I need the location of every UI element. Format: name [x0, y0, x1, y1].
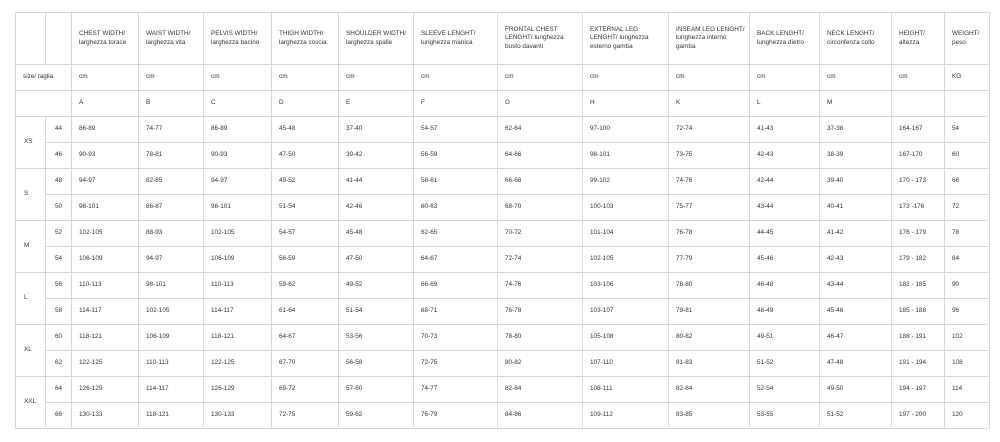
measurement-cell: 98-101 [72, 195, 139, 221]
measurement-cell: 102-105 [583, 247, 669, 273]
header-weight: WEIGHT/ peso [945, 13, 990, 65]
size-number-cell: 46 [46, 143, 72, 169]
measurement-cell: 130-133 [204, 403, 272, 429]
size-label: size/ taglia [16, 65, 72, 91]
letters-spacer [16, 91, 72, 117]
header-row [16, 13, 990, 65]
size-row [16, 195, 990, 221]
measurement-cell: 122-125 [204, 351, 272, 377]
units-row [16, 65, 990, 91]
measurement-cell: 102-105 [204, 221, 272, 247]
measurement-cell: 49-51 [750, 325, 820, 351]
unit-cell: cm [272, 65, 339, 91]
measurement-cell: 88-93 [139, 221, 204, 247]
measurement-cell: 39-42 [339, 143, 414, 169]
letter-cell: B [139, 91, 204, 117]
measurement-cell: 109-112 [583, 403, 669, 429]
measurement-cell: 47-48 [820, 351, 892, 377]
measurement-cell: 74-76 [669, 169, 750, 195]
measurement-cell: 40-41 [820, 195, 892, 221]
measurement-cell: 90-93 [204, 143, 272, 169]
unit-cell: cm [414, 65, 498, 91]
unit-cell: cm [339, 65, 414, 91]
measurement-cell: 81-83 [669, 351, 750, 377]
measurement-cell: 54-57 [272, 221, 339, 247]
measurement-cell: 108 [945, 351, 990, 377]
measurement-cell: 72-75 [414, 351, 498, 377]
measurement-cell: 130-133 [72, 403, 139, 429]
measurement-cell: 80-82 [669, 325, 750, 351]
letter-cell: E [339, 91, 414, 117]
letter-cell: A [72, 91, 139, 117]
header-pelvis-width: PELVIS WIDTH/ larghezza bacino [204, 13, 272, 65]
measurement-cell: 42-44 [750, 169, 820, 195]
size-label-cell: L [16, 273, 46, 325]
measurement-cell: 42-43 [820, 247, 892, 273]
measurement-cell: 179 - 182 [892, 247, 945, 273]
measurement-cell: 70-73 [414, 325, 498, 351]
measurement-cell: 82-85 [139, 169, 204, 195]
unit-cell: cm [892, 65, 945, 91]
measurement-cell: 106-109 [72, 247, 139, 273]
measurement-cell: 94-97 [139, 247, 204, 273]
size-row [16, 273, 990, 299]
header-sleeve-length: SLEEVE LENGHT/ lunghezza manica [414, 13, 498, 65]
measurement-cell: 74-76 [498, 273, 583, 299]
measurement-cell: 56-58 [339, 351, 414, 377]
unit-cell: cm [669, 65, 750, 91]
measurement-cell: 94-97 [204, 169, 272, 195]
unit-cell: cm [750, 65, 820, 91]
measurement-cell: 74-77 [139, 117, 204, 143]
measurement-cell: 188 - 191 [892, 325, 945, 351]
size-number-cell: 64 [46, 377, 72, 403]
measurement-cell: 45-46 [750, 247, 820, 273]
measurement-cell: 182 - 185 [892, 273, 945, 299]
measurement-cell: 101-104 [583, 221, 669, 247]
measurement-cell: 67-70 [272, 351, 339, 377]
measurement-cell: 126-129 [72, 377, 139, 403]
measurement-cell: 76-78 [669, 221, 750, 247]
measurement-cell: 79-81 [669, 299, 750, 325]
unit-cell: cm [72, 65, 139, 91]
measurement-cell: 120 [945, 403, 990, 429]
measurement-cell: 84 [945, 247, 990, 273]
measurement-cell: 114-117 [72, 299, 139, 325]
measurement-cell: 82-84 [498, 377, 583, 403]
measurement-cell: 51-52 [750, 351, 820, 377]
header-thigh-width: THIGH WIDTH/ larghezza coscia [272, 13, 339, 65]
size-chart-table [15, 12, 990, 429]
measurement-cell: 107-110 [583, 351, 669, 377]
measurement-cell: 60 [945, 143, 990, 169]
size-number-cell: 58 [46, 299, 72, 325]
measurement-cell: 99-102 [583, 169, 669, 195]
measurement-cell: 52-54 [750, 377, 820, 403]
measurement-cell: 78-81 [139, 143, 204, 169]
measurement-cell: 84-86 [498, 403, 583, 429]
measurement-cell: 42-43 [750, 143, 820, 169]
measurement-cell: 98-101 [583, 143, 669, 169]
measurement-cell: 108-111 [583, 377, 669, 403]
letter-cell: K [669, 91, 750, 117]
header-frontal-chest-length: FRONTAL CHEST LENGHT/ lunghezza busto davanti [498, 13, 583, 65]
measurement-cell: 41-42 [820, 221, 892, 247]
measurement-cell: 43-44 [820, 273, 892, 299]
measurement-cell: 41-43 [750, 117, 820, 143]
measurement-cell: 69-72 [272, 377, 339, 403]
measurement-cell: 37-40 [339, 117, 414, 143]
measurement-cell: 167-170 [892, 143, 945, 169]
measurement-cell: 62-64 [498, 117, 583, 143]
measurement-cell: 51-54 [339, 299, 414, 325]
measurement-cell: 49-50 [820, 377, 892, 403]
letter-cell: H [583, 91, 669, 117]
measurement-cell: 68-70 [498, 195, 583, 221]
measurement-cell: 110-113 [72, 273, 139, 299]
letter-cell [945, 91, 990, 117]
measurement-cell: 60-63 [414, 195, 498, 221]
size-number-cell: 44 [46, 117, 72, 143]
measurement-cell: 53-55 [750, 403, 820, 429]
measurement-cell: 185 - 188 [892, 299, 945, 325]
measurement-cell: 64-67 [414, 247, 498, 273]
measurement-cell: 76-78 [498, 299, 583, 325]
measurement-cell: 86-89 [72, 117, 139, 143]
measurement-cell: 59-62 [272, 273, 339, 299]
measurement-cell: 103-107 [583, 299, 669, 325]
measurement-cell: 106-109 [204, 247, 272, 273]
measurement-cell: 66-69 [414, 273, 498, 299]
measurement-cell: 49-52 [272, 169, 339, 195]
measurement-cell: 64-67 [272, 325, 339, 351]
measurement-cell: 68-71 [414, 299, 498, 325]
measurement-cell: 83-85 [669, 403, 750, 429]
unit-cell: cm [498, 65, 583, 91]
measurement-cell: 74-77 [414, 377, 498, 403]
measurement-cell: 114-117 [204, 299, 272, 325]
size-label-cell: XS [16, 117, 46, 169]
header-chest-width: CHEST WIDTH/ larghezza torace [72, 13, 139, 65]
header-waist-width: WAIST WIDTH/ larghezza vita [139, 13, 204, 65]
measurement-cell: 122-125 [72, 351, 139, 377]
letter-cell: L [750, 91, 820, 117]
measurement-cell: 49-52 [339, 273, 414, 299]
measurement-cell: 197 - 200 [892, 403, 945, 429]
measurement-cell: 191 - 194 [892, 351, 945, 377]
measurement-cell: 103-106 [583, 273, 669, 299]
measurement-cell: 90 [945, 273, 990, 299]
unit-cell: cm [139, 65, 204, 91]
measurement-cell: 46-48 [750, 273, 820, 299]
measurement-cell: 75-77 [669, 195, 750, 221]
measurement-cell: 110-113 [139, 351, 204, 377]
measurement-cell: 114-117 [139, 377, 204, 403]
measurement-cell: 72-74 [498, 247, 583, 273]
letter-cell: M [820, 91, 892, 117]
size-label-cell: XXL [16, 377, 46, 429]
measurement-cell: 48-49 [750, 299, 820, 325]
measurement-cell: 126-129 [204, 377, 272, 403]
measurement-cell: 72-75 [272, 403, 339, 429]
letters-row [16, 91, 990, 117]
measurement-cell: 102-105 [139, 299, 204, 325]
measurement-cell: 56-59 [272, 247, 339, 273]
size-row [16, 221, 990, 247]
size-row [16, 325, 990, 351]
measurement-cell: 78 [945, 221, 990, 247]
measurement-cell: 100-103 [583, 195, 669, 221]
size-number-cell: 50 [46, 195, 72, 221]
measurement-cell: 66 [945, 169, 990, 195]
measurement-cell: 80-82 [498, 351, 583, 377]
measurement-cell: 82-84 [669, 377, 750, 403]
measurement-cell: 73-75 [669, 143, 750, 169]
measurement-cell: 51-54 [272, 195, 339, 221]
header-external-leg-length: EXTERNAL LEG LENGHT/ lunghezza esterno gamba [583, 13, 669, 65]
header-neck-length: NECK LENGHT/ circonfenza collo [820, 13, 892, 65]
letter-cell [892, 91, 945, 117]
measurement-cell: 86-87 [139, 195, 204, 221]
measurement-cell: 76-79 [414, 403, 498, 429]
measurement-cell: 78-80 [669, 273, 750, 299]
measurement-cell: 46-47 [820, 325, 892, 351]
measurement-cell: 45-48 [272, 117, 339, 143]
header-corner-size [16, 13, 46, 65]
measurement-cell: 61-64 [272, 299, 339, 325]
measurement-cell: 106-109 [139, 325, 204, 351]
measurement-cell: 118-121 [204, 325, 272, 351]
measurement-cell: 170 - 173 [892, 169, 945, 195]
measurement-cell: 194 - 197 [892, 377, 945, 403]
measurement-cell: 98-101 [204, 195, 272, 221]
measurement-cell: 39-40 [820, 169, 892, 195]
measurement-cell: 98-101 [139, 273, 204, 299]
size-row [16, 169, 990, 195]
measurement-cell: 70-72 [498, 221, 583, 247]
header-height: HEIGHT/ altezza [892, 13, 945, 65]
measurement-cell: 42-46 [339, 195, 414, 221]
measurement-cell: 45-48 [339, 221, 414, 247]
unit-cell: KG [945, 65, 990, 91]
unit-cell: cm [204, 65, 272, 91]
measurement-cell: 38-39 [820, 143, 892, 169]
header-shoulder-width: SHOULDER WIDTH/ larghezza spalle [339, 13, 414, 65]
measurement-cell: 44-45 [750, 221, 820, 247]
measurement-cell: 102-105 [72, 221, 139, 247]
measurement-cell: 164-167 [892, 117, 945, 143]
measurement-cell: 72 [945, 195, 990, 221]
measurement-cell: 56-59 [414, 143, 498, 169]
measurement-cell: 47-50 [272, 143, 339, 169]
measurement-cell: 41-44 [339, 169, 414, 195]
measurement-cell: 77-79 [669, 247, 750, 273]
size-number-cell: 62 [46, 351, 72, 377]
chart-body [16, 65, 990, 429]
letter-cell: D [272, 91, 339, 117]
measurement-cell: 176 - 179 [892, 221, 945, 247]
measurement-cell: 54-57 [414, 117, 498, 143]
measurement-cell: 78-80 [498, 325, 583, 351]
size-number-cell: 52 [46, 221, 72, 247]
letter-cell: G [498, 91, 583, 117]
size-row [16, 299, 990, 325]
measurement-cell: 114 [945, 377, 990, 403]
measurement-cell: 47-50 [339, 247, 414, 273]
measurement-cell: 110-113 [204, 273, 272, 299]
size-number-cell: 60 [46, 325, 72, 351]
measurement-cell: 51-52 [820, 403, 892, 429]
size-row [16, 247, 990, 273]
size-number-cell: 54 [46, 247, 72, 273]
letter-cell: F [414, 91, 498, 117]
size-row [16, 377, 990, 403]
unit-cell: cm [583, 65, 669, 91]
size-row [16, 351, 990, 377]
header-inseam-leg-length: INSEAM LEG LENGHT/ lunghezza interno gamba [669, 13, 750, 65]
measurement-cell: 66-68 [498, 169, 583, 195]
measurement-cell: 118-121 [72, 325, 139, 351]
measurement-cell: 97-100 [583, 117, 669, 143]
measurement-cell: 62-65 [414, 221, 498, 247]
size-row [16, 117, 990, 143]
measurement-cell: 59-62 [339, 403, 414, 429]
measurement-cell: 105-108 [583, 325, 669, 351]
measurement-cell: 96 [945, 299, 990, 325]
measurement-cell: 86-89 [204, 117, 272, 143]
measurement-cell: 90-93 [72, 143, 139, 169]
size-row [16, 403, 990, 429]
header-corner-number [46, 13, 72, 65]
size-label-cell: XL [16, 325, 46, 377]
measurement-cell: 57-60 [339, 377, 414, 403]
size-label-cell: M [16, 221, 46, 273]
size-row [16, 143, 990, 169]
measurement-cell: 118-121 [139, 403, 204, 429]
measurement-cell: 45-46 [820, 299, 892, 325]
size-label-cell: S [16, 169, 46, 221]
size-number-cell: 66 [46, 403, 72, 429]
measurement-cell: 54 [945, 117, 990, 143]
measurement-cell: 53-56 [339, 325, 414, 351]
measurement-cell: 102 [945, 325, 990, 351]
unit-cell: cm [820, 65, 892, 91]
measurement-cell: 94-97 [72, 169, 139, 195]
measurement-cell: 173 -176 [892, 195, 945, 221]
header-section [16, 13, 990, 65]
measurement-cell: 43-44 [750, 195, 820, 221]
measurement-cell: 37-38 [820, 117, 892, 143]
size-number-cell: 56 [46, 273, 72, 299]
header-back-length: BACK LENGHT/ lunghezza dietro [750, 13, 820, 65]
measurement-cell: 64-66 [498, 143, 583, 169]
size-number-cell: 48 [46, 169, 72, 195]
measurement-cell: 72-74 [669, 117, 750, 143]
letter-cell: C [204, 91, 272, 117]
measurement-cell: 58-61 [414, 169, 498, 195]
